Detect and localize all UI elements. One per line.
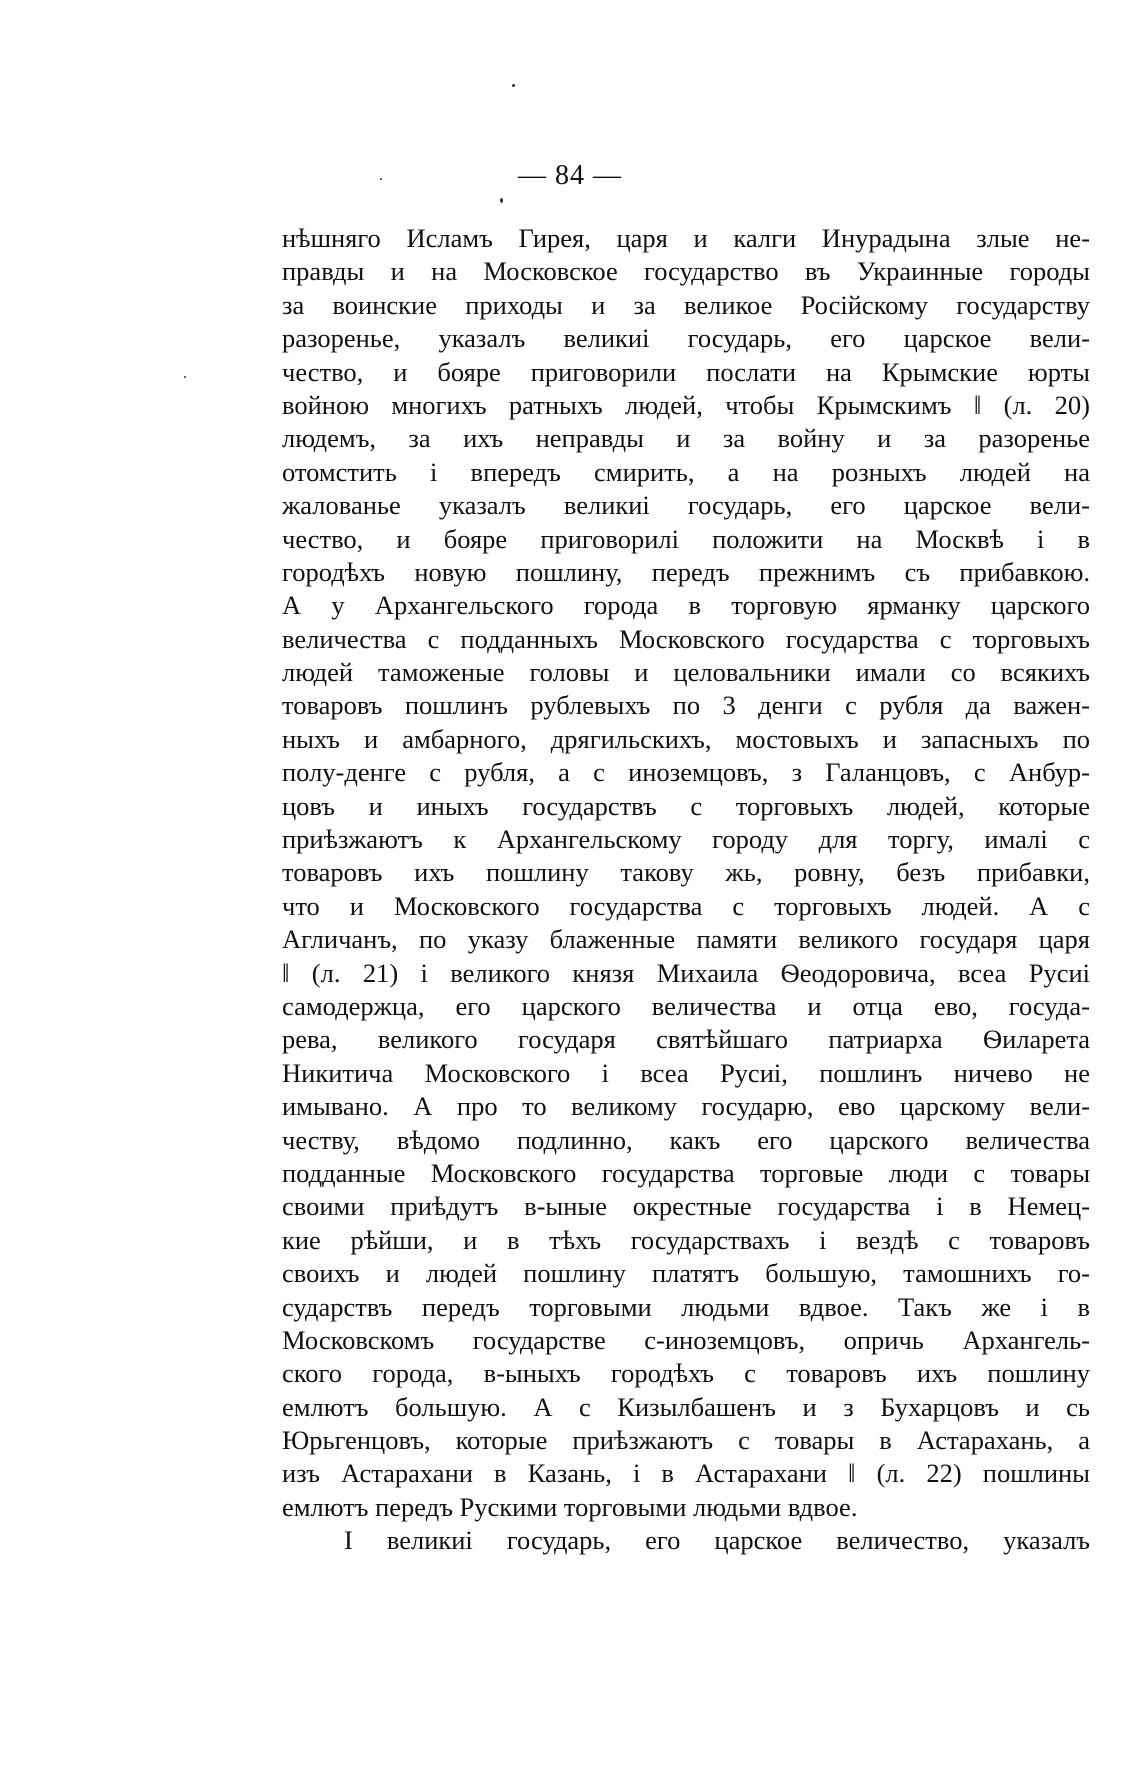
text-line: товаровъ ихъ пошлину такову жь, ровну, безъ прибавки, [282,857,1090,888]
text-line: товаровъ пошлинъ рублевыхъ по 3 денги с рубля да важен- [282,690,1090,721]
text-line: емлютъ большую. А с Кизылбашенъ и з Бухарцовъ и сь [282,1391,1090,1422]
scan-speck [184,376,186,378]
text-line: Агличанъ, по указу блаженные памяти великого государя царя [282,924,1090,955]
text-line: что и Московского государства с торговыхъ людей. А с [282,890,1090,921]
text-line: А у Архангельского города в торговую ярманку царского [282,590,1090,621]
text-line: кие рѣйши, и в тѣхъ государствахъ і вездѣ с товаровъ [282,1224,1090,1255]
text-line: нѣшняго Исламъ Гирея, царя и калги Инурадына злые не- [282,223,1090,253]
text-line: подданные Московского государства торговые люди с товары [282,1157,1090,1188]
text-line: имывано. А про то великому государю, ево царскому вели- [282,1091,1090,1122]
text-line: правды и на Московское государство въ Украинные городы [282,256,1090,287]
text-line: сударствъ передъ торговыми людьми вдвое. Такъ же і в [282,1291,1090,1322]
text-line: самодержца, его царского величества и отца ево, госуда- [282,990,1090,1021]
body-text [282,222,1090,1558]
text-line: отомстить і впередъ смирить, а на розныхъ людей на [282,456,1090,487]
scan-speck [512,84,515,87]
text-line: цовъ и иныхъ государствъ с торговыхъ людей, которые [282,790,1090,821]
page-number: — 84 — [518,160,622,191]
text-line: честву, вѣдомо подлинно, какъ его царского величества [282,1124,1090,1155]
text-line: емлютъ передъ Рускими торговыми людьми вдвое. [282,1491,858,1522]
text-line: ныхъ и амбарного, дрягильскихъ, мостовыхъ и запасныхъ по [282,723,1090,754]
text-line: Юрьгенцовъ, которые приѣзжаютъ с товары в Астарахань, а [282,1425,1090,1456]
text-line: приѣзжаютъ к Архангельскому городу для торгу, ималі с [282,824,1090,855]
text-line: разоренье, указалъ великиі государь, его царское вели- [282,323,1090,354]
text-line: Московскомъ государстве с-иноземцовъ, опричь Архангель- [282,1324,1090,1355]
text-line: полу-денге с рубля, а с иноземцовъ, з Галанцовъ, с Анбур- [282,757,1090,788]
text-line: за воинские приходы и за великое Російскому государству [282,289,1090,320]
text-line: величества с подданныхъ Московского государства с торговыхъ [282,623,1090,654]
text-line: чество, и бояре приговорилі положити на Москвѣ і в [282,523,1090,554]
text-line: изъ Астарахани в Казань, і в Астарахани ‖ (л. 22) пошлины [282,1458,1090,1489]
text-line: людей таможеные головы и целовальники имали со всякихъ [282,657,1090,688]
text-line: чество, и бояре приговорили послати на Крымские юрты [282,356,1090,387]
text-line: войною многихъ ратныхъ людей, чтобы Крымскимъ ‖ (л. 20) [282,389,1090,420]
text-line: Никитича Московского і всеа Русиі, пошлинъ ничево не [282,1057,1090,1088]
text-line: ‖ (л. 21) і великого князя Михаила Ѳеодоровича, всеа Русиі [282,957,1090,988]
text-line: своими приѣдутъ в-ыные окрестные государства і в Немец- [282,1191,1090,1222]
text-line: ского города, в-ыныхъ городѣхъ с товаровъ ихъ пошлину [282,1358,1090,1389]
paragraph-first-line: І великиі государь, его царское величество, указалъ [344,1525,1090,1556]
text-line: рева, великого государя святѣйшаго патриарха Ѳиларета [282,1024,1090,1055]
text-line: людемъ, за ихъ неправды и за войну и за разоренье [282,423,1090,454]
text-line: своихъ и людей пошлину платятъ большую, тамошнихъ го- [282,1258,1090,1289]
text-line: жалованье указалъ великиі государь, его царское вели- [282,490,1090,521]
text-line: городѣхъ новую пошлину, передъ прежнимъ съ прибавкою. [282,556,1090,587]
scan-speck [500,198,503,203]
